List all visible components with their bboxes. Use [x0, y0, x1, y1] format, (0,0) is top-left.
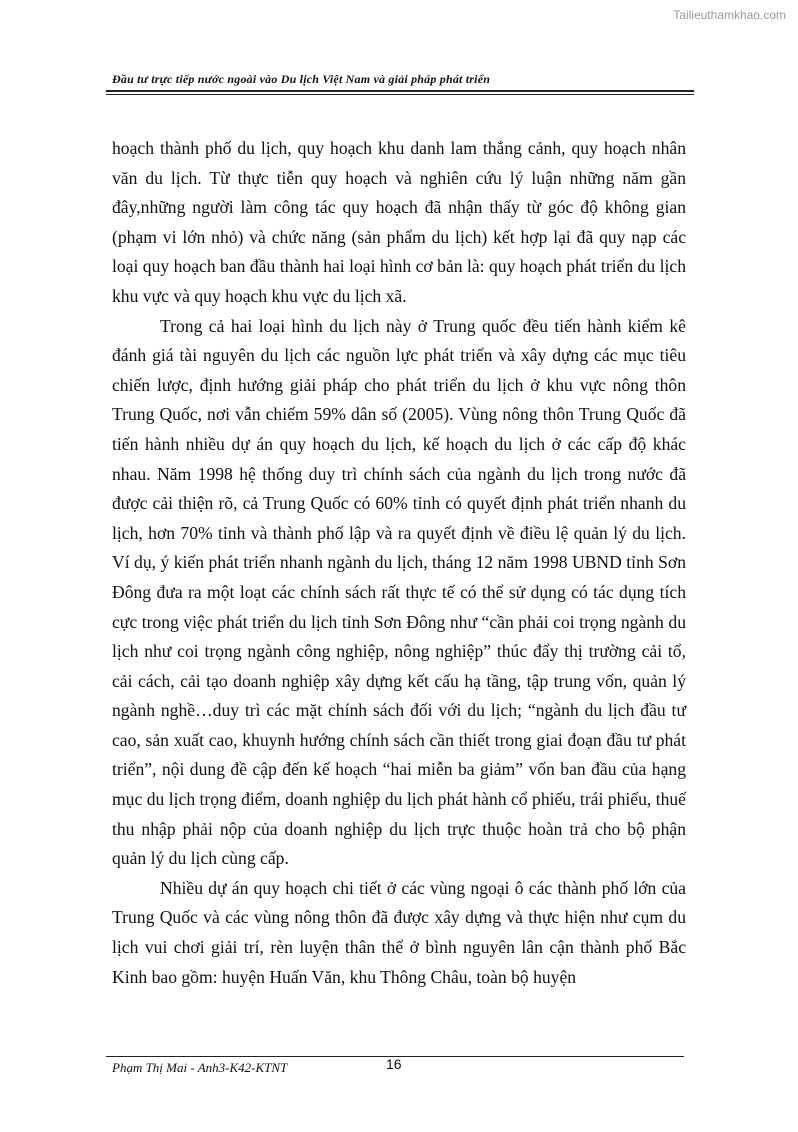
footer-author: Phạm Thị Mai - Anh3-K42-KTNT — [112, 1060, 288, 1075]
running-header-title: Đầu tư trực tiếp nước ngoài vào Du lịch Việt Nam và giải pháp phát triển — [112, 72, 491, 86]
page-number: 16 — [386, 1056, 402, 1072]
watermark: Tailieuthamkhao.com — [673, 8, 786, 22]
header-rule — [106, 90, 694, 92]
paragraph: Nhiều dự án quy hoạch chi tiết ở các vùng ngoại ô các thành phố lớn của Trung Quốc và các vùng nông thôn đã được xây dựng và thực hiện như cụm du lịch vui chơi giải trí, rèn luyện thân thể ở bình nguyên lân cận thành phố Bắc Kinh bao gồm: huyện Huấn Văn, khu Thông Châu, toàn bộ huyện — [112, 877, 686, 987]
body-text — [112, 134, 686, 992]
paragraph: Trong cả hai loại hình du lịch này ở Trung quốc đều tiến hành kiểm kê đánh giá tài nguyên du lịch các nguồn lực phát triển và xây dựng các mục tiêu chiến lược, định hướng giải pháp cho phát triển du lịch ở khu vực nông thôn Trung Quốc, nơi vẫn chiếm 59% dân số (2005). Vùng nông thôn Trung Quốc đã tiến hành nhiều dự án quy hoạch du lịch, kế hoạch du lịch ở các cấp độ khác nhau. Năm 1998 hệ thống duy trì chính sách của ngành du lịch trong nước đã được cải thiện rõ, cả Trung Quốc có 60% tỉnh có quyết định phát triển nhanh du lịch, hơn 70% tỉnh và thành phố lập và ra quyết định về điều lệ quản lý du lịch. Ví dụ, ý kiến phát triển nhanh ngành du lịch, tháng 12 năm 1998 UBND tỉnh Sơn Đông đưa ra một loạt các chính sách rất thực tế có thể sử dụng có tác dụng tích cực trong việc phát triển du lịch tỉnh Sơn Đông như “cần phải coi trọng ngành du lịch như coi trọng ngành công nghiệp, nông nghiệp” thúc đẩy thị trường cải tổ, cải cách, cải tạo doanh nghiệp xây dựng kết cấu hạ tầng, tập trung vốn, quản lý ngành nghề…duy trì các mặt chính sách đối với du lịch; “ngành du lịch đầu tư cao, sản xuất cao, khuynh hướng chính sách cần thiết trong giai đoạn đầu tư phát triển”, nội dung đề cập đến kế hoạch “hai miễn ba giảm” vốn ban đầu của hạng mục du lịch trọng điểm, doanh nghiệp du lịch phát hành cổ phiếu, trái phiếu, thuế thu nhập phải nộp của doanh nghiệp du lịch trực thuộc hoàn trả cho bộ phận quản lý du lịch cùng cấp. — [112, 315, 686, 869]
paragraph-continued: hoạch thành phố du lịch, quy hoạch khu danh lam thắng cảnh, quy hoạch nhân văn du lịch. Từ thực tiễn quy hoạch và nghiên cứu lý luận những năm gần đây,những người làm công tác quy hoạch đã nhận thấy từ góc độ không gian (phạm vi lớn nhỏ) và chức năng (sản phẩm du lịch) kết hợp lại đã quy nạp các loại quy hoạch ban đầu thành hai loại hình cơ bản là: quy hoạch phát triển du lịch khu vực và quy hoạch khu vực du lịch xã. — [112, 138, 686, 306]
header-rule-thin — [106, 94, 694, 95]
